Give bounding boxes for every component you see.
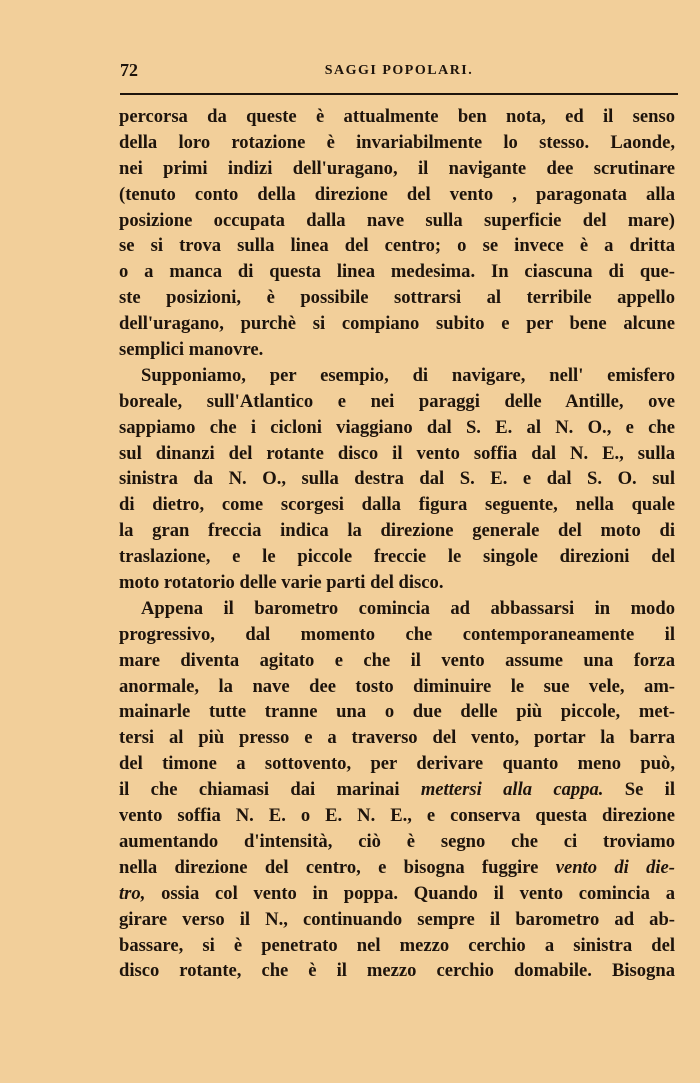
text-line: mainarle tutte tranne una o due delle più piccole, met- <box>119 701 675 723</box>
running-head <box>120 60 678 86</box>
body-text <box>119 104 675 984</box>
italic-term: tro, <box>119 882 146 904</box>
text-line: sinistra da N. O., sulla destra dal S. E. e dal S. O. sul <box>119 468 675 490</box>
header-rule <box>120 93 678 95</box>
text-segment: il che chiamasi dai marinai <box>119 779 400 801</box>
text-line: Supponiamo, per esempio, di navigare, nell' emisfero <box>141 364 675 386</box>
text-line <box>119 777 675 803</box>
text-line: tersi al più presso e a traverso del vento, portar la barra <box>119 727 675 749</box>
text-line: anormale, la nave dee tosto diminuire le sue vele, am- <box>119 675 675 697</box>
text-segment: ossia col vento in poppa. Quando il vento comincia a <box>145 882 675 904</box>
text-segment: Se il <box>603 779 675 801</box>
text-line: sul dinanzi del rotante disco il vento soffia dal N. E., sulla <box>119 442 675 464</box>
text-line <box>119 881 675 907</box>
text-line: moto rotatorio delle varie parti del disco. <box>119 572 444 594</box>
text-line: nei primi indizi dell'uragano, il navigante dee scrutinare <box>119 157 675 179</box>
italic-term: mettersi alla cappa. <box>420 779 604 801</box>
text-line: di dietro, come scorgesi dalla figura seguente, nella quale <box>119 494 675 516</box>
text-line: se si trova sulla linea del centro; o se invece è a dritta <box>119 235 675 257</box>
text-line: dell'uragano, purchè si compiano subito e per bene alcune <box>119 313 675 335</box>
text-line: la gran freccia indica la direzione generale del moto di <box>119 520 675 542</box>
text-line: boreale, sull'Atlantico e nei paraggi delle Antille, ove <box>119 390 675 412</box>
text-line: vento soffia N. E. o E. N. E., e conserva questa direzione <box>119 805 675 827</box>
text-line: semplici manovre. <box>119 339 264 361</box>
text-line: percorsa da queste è attualmente ben nota, ed il senso <box>119 106 675 127</box>
text-segment: nella direzione del centro, e bisogna fuggire <box>119 856 539 878</box>
page-number: 72 <box>120 60 138 80</box>
text-line: del timone a sottovento, per derivare quanto meno può, <box>119 753 675 775</box>
text-line: mare diventa agitato e che il vento assume una forza <box>119 649 675 671</box>
text-line: aumentando d'intensità, ciò è segno che ci troviamo <box>119 830 675 852</box>
running-title: SAGGI POPOLARI. <box>324 63 474 78</box>
text-line <box>119 855 675 881</box>
text-line: posizione occupata dalla nave sulla superficie del mare) <box>119 209 675 231</box>
text-line: o a manca di questa linea medesima. In ciascuna di que- <box>119 261 675 283</box>
text-line: sappiamo che i cicloni viaggiano dal S. E. al N. O., e che <box>119 416 675 438</box>
text-line: progressivo, dal momento che contemporaneamente il <box>119 623 675 645</box>
text-line: della loro rotazione è invariabilmente lo stesso. Laonde, <box>119 131 675 153</box>
text-line: girare verso il N., continuando sempre il barometro ad ab- <box>119 908 675 930</box>
text-line: (tenuto conto della direzione del vento , paragonata alla <box>119 183 675 205</box>
text-line: ste posizioni, è possibile sottrarsi al terribile appello <box>119 287 675 309</box>
text-line: bassare, si è penetrato nel mezzo cerchio a sinistra del <box>119 934 675 956</box>
italic-term: vento di die- <box>555 856 675 878</box>
text-line: Appena il barometro comincia ad abbassarsi in modo <box>141 597 675 619</box>
text-line: traslazione, e le piccole freccie le singole direzioni del <box>119 546 675 568</box>
text-line: disco rotante, che è il mezzo cerchio domabile. Bisogna <box>119 960 675 982</box>
